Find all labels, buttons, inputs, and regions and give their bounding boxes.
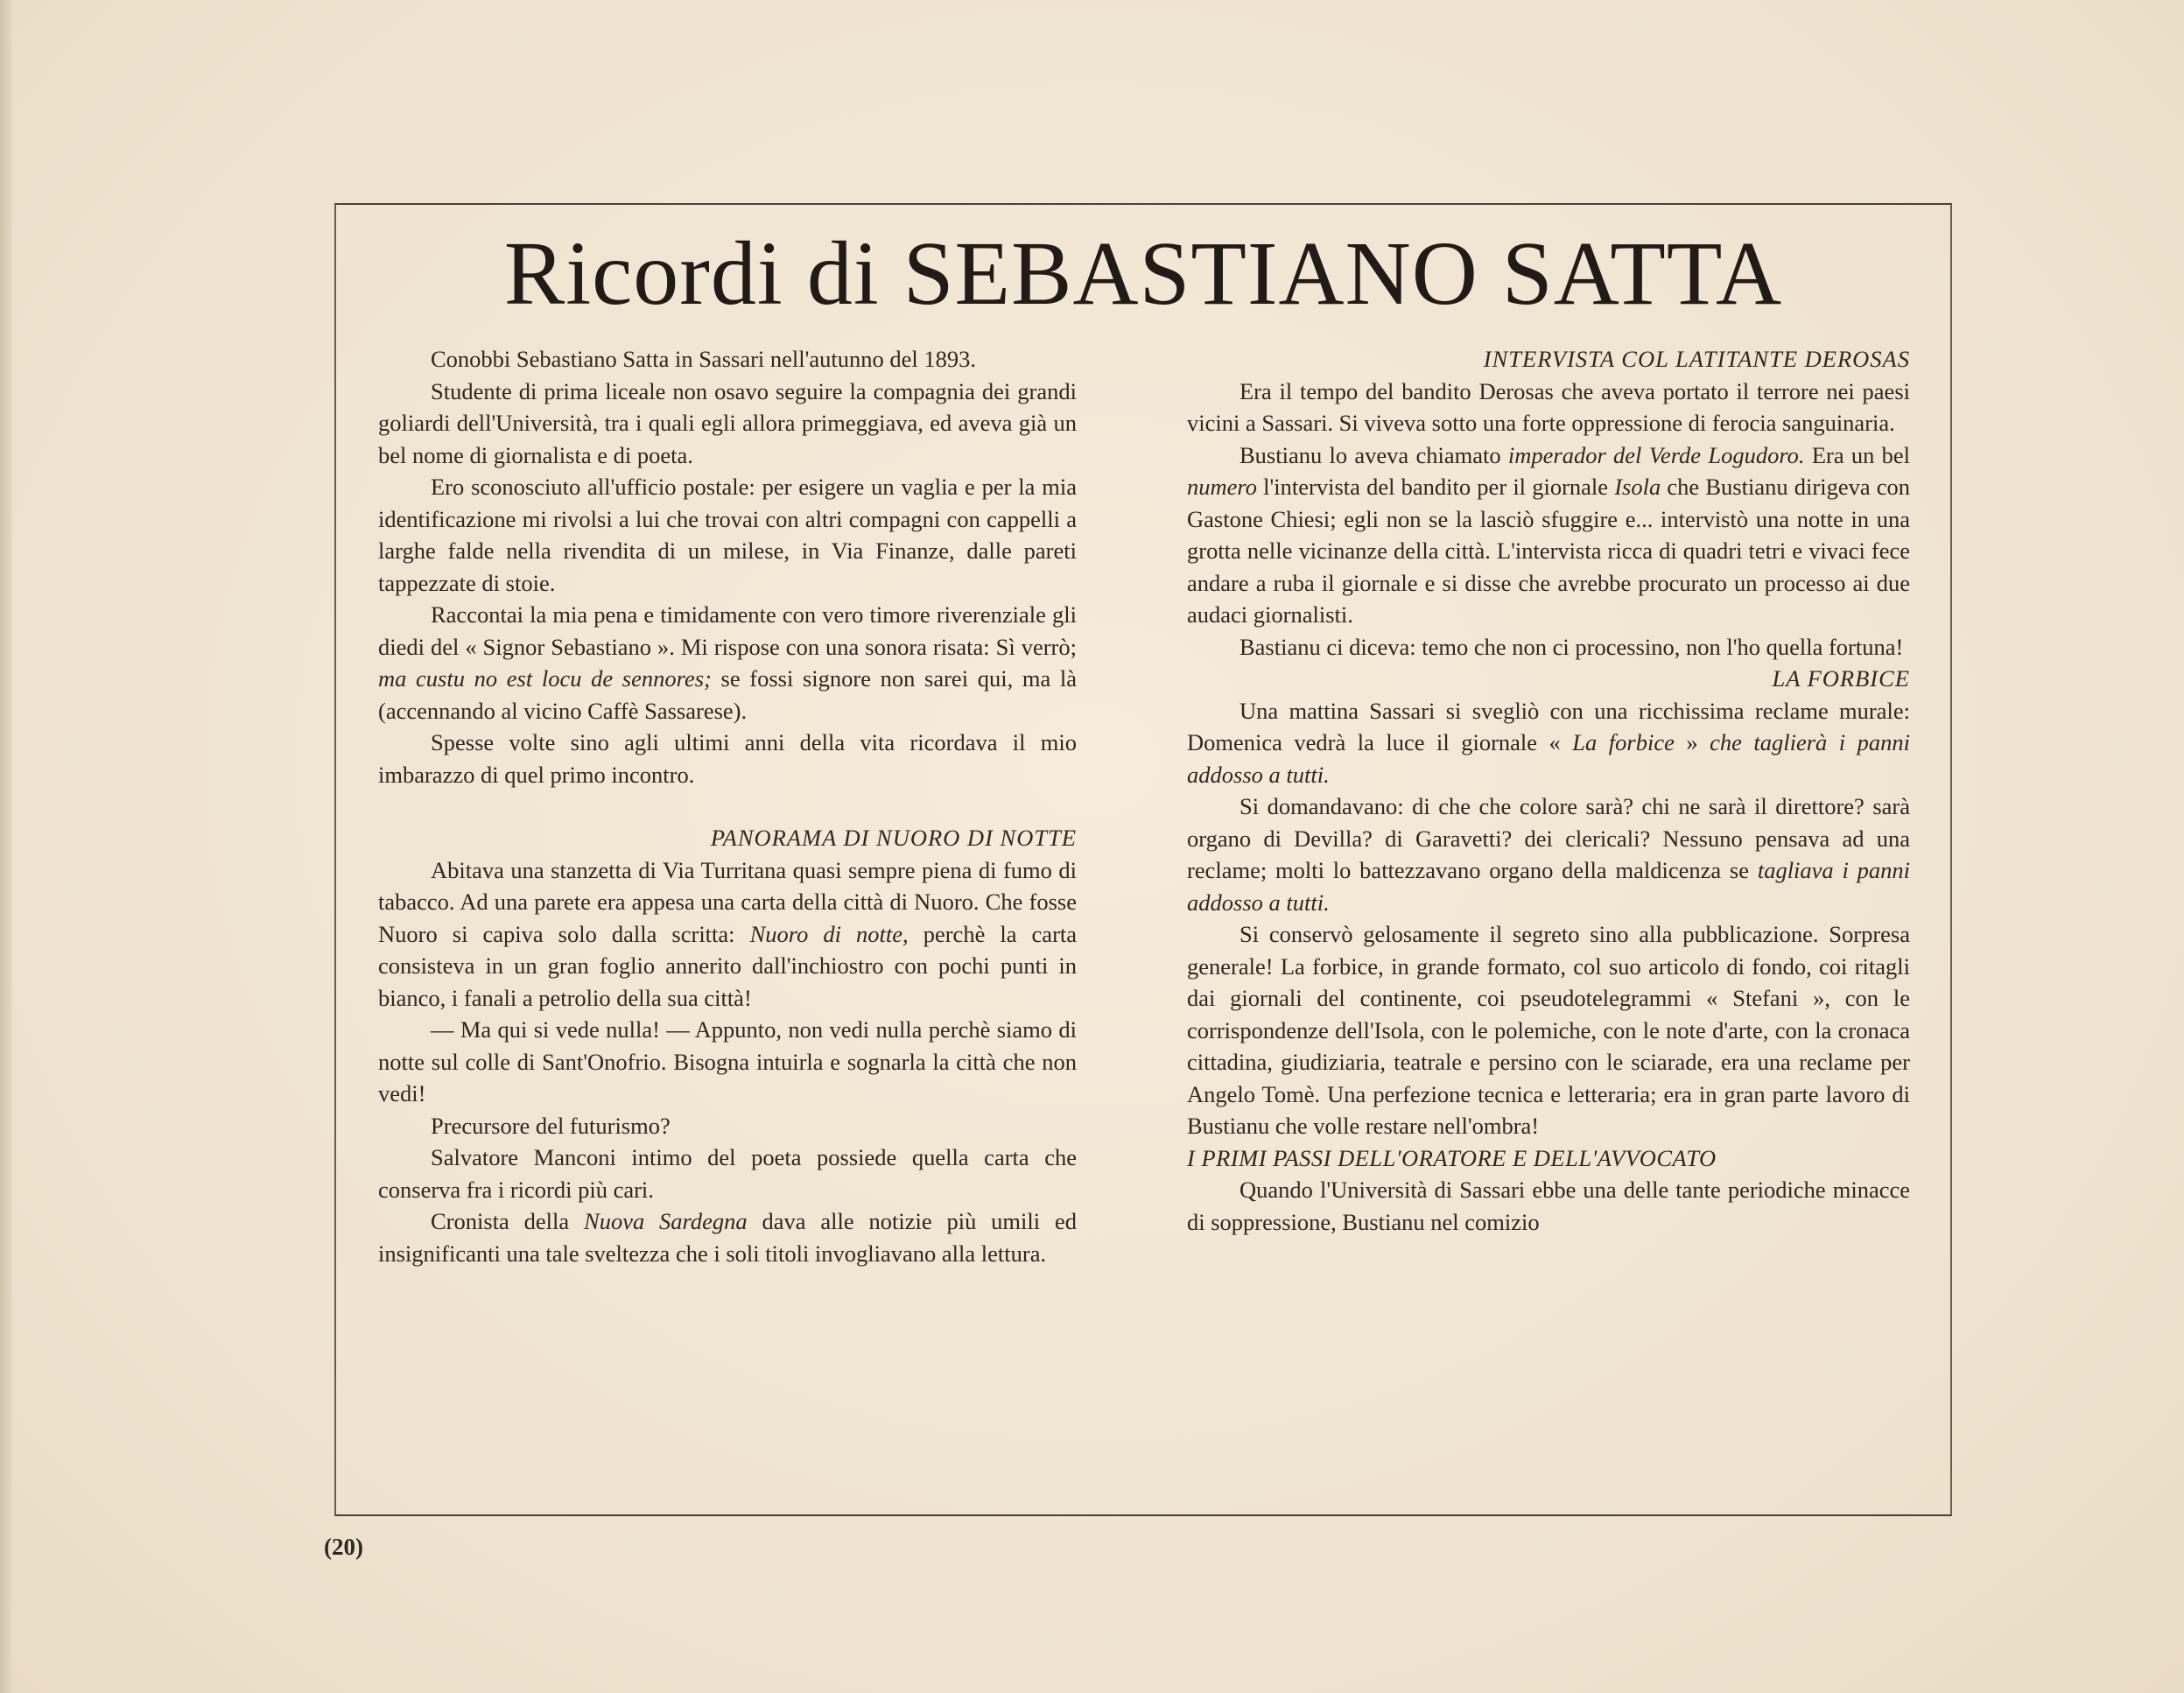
text-run: che Bustianu dirigeva con Gastone Chiesi; egli non se la lasciò sfuggire e... intervistò una notte in una grotta nelle vicinanze della città. L'intervista ricca di quadri tetri e vivaci fece andare a ruba il giornale e si disse che avrebbe procurato un processo ai due audaci giornalisti. [1187,474,1911,628]
paragraph [378,854,1077,1015]
italic-quote: ma custu no est locu de sennores; [378,665,712,692]
page-number: (20) [324,1534,363,1560]
text-run: Era un bel [1811,441,1911,468]
paragraph [1187,439,1910,631]
italic-newspaper: Isola [1614,474,1661,500]
spacer [378,790,1077,822]
paragraph [1187,790,1910,918]
italic-newspaper: La forbice [1572,729,1675,755]
paragraph [378,1205,1077,1269]
italic-title: Nuoro di notte, [749,920,909,947]
left-column [378,343,1077,1269]
text-run: Si domandavano: di che che colore sarà? chi ne sarà il direttore? sarà organo di Devilla? di Garavetti? dei clericali? Nessuno pensava ad una reclame; molti lo battezzavano organo della maldicenza se [1187,793,1910,883]
italic-word: numero [1187,474,1257,500]
section-heading: LA FORBICE [1772,665,1910,692]
section-heading: I PRIMI PASSI DELL'ORATORE E DELL'AVVOCATO [1187,1144,1717,1171]
paragraph: — Ma qui si vede nulla! — Appunto, non vedi nulla perchè siamo di notte sul colle di Sant'Onofrio. Bisogna intuirla e sognarla la città che non vedi! [378,1016,1077,1106]
section-heading: INTERVISTA COL LATITANTE DEROSAS [1483,346,1910,372]
italic-phrase: imperador del Verde Logudoro. [1507,441,1805,468]
paragraph: Quando l'Università di Sassari ebbe una delle tante periodiche minacce di soppressione, Bustianu nel comizio [1187,1177,1910,1235]
text-run: perchè la carta consisteva in un gran foglio annerito dall'inchiostro con pochi punti in bianco, i fanali a petrolio della sua città! [378,920,1078,1011]
text-run: Una mattina Sassari si svegliò con una ricchissima reclame murale: Domenica vedrà la luce il giornale « [1187,697,1910,755]
paragraph: Bastianu ci diceva: temo che non ci processino, non l'ho quella fortuna! [1239,633,1904,660]
paragraph: Conobbi Sebastiano Satta in Sassari nell'autunno del 1893. [431,346,977,372]
paragraph: Ero sconosciuto all'ufficio postale: per esigere un vaglia e per la mia identificazione mi rivolsi a lui che trovai con altri compagni con cappelli a larghe falde nella rivendita di un milese, in Via Finanze, dalle pareti tappezzate di stoie. [378,474,1077,596]
text-run: Bustianu lo aveva chiamato [1239,441,1501,468]
text-run: dava alle notizie più umili ed insignificanti una tale sveltezza che i soli titoli invogliavano alla lettura. [378,1208,1077,1267]
text-run: Cronista della [431,1208,570,1234]
text-run: se fossi signore non sarei qui, ma là (accennando al vicino Caffè Sassarese). [378,665,1078,724]
italic-phrase: tagliava i panni addosso a tutti. [1187,857,1911,916]
paragraph: Studente di prima liceale non osavo seguire la compagnia dei grandi goliardi dell'Università, tra i quali egli allora primeggiava, ed aveva già un bel nome di giornalista e di poeta. [378,377,1077,468]
section-heading: PANORAMA DI NUORO DI NOTTE [710,825,1077,851]
text-run: Abitava una stanzetta di Via Turritana quasi sempre piena di fumo di tabacco. Ad una parete era appesa una carta della città di Nuoro. Che fosse Nuoro si capiva solo dalla scritta: [378,856,1077,947]
italic-phrase: che taglierà i panni addosso a tutti. [1187,729,1910,788]
text-run: l'intervista del bandito per il giornale [1263,474,1609,500]
paragraph: Spesse volte sino agli ultimi anni della vita ricordava il mio imbarazzo di quel primo incontro. [378,729,1077,788]
paragraph: Si conservò gelosamente il segreto sino alla pubblicazione. Sorpresa generale! La forbice, in grande formato, col suo articolo di fondo, coi ritagli dai giornali del continente, coi pseudotelegrammi « Stefani », con le corrispondenze dell'Isola, con le polemiche, con le note d'arte, con la cronaca cittadina, giudiziaria, teatrale e persino con le sciarade, era una reclame per Angelo Tomè. Una perfezione tecnica e letteraria; era in gran parte lavoro di Bustianu che volle restare nell'ombra! [1187,921,1910,1139]
paragraph: Salvatore Manconi intimo del poeta possiede quella carta che conserva fra i ricordi più cari. [378,1144,1077,1203]
text-run: Raccontai la mia pena e timidamente con vero timore riverenziale gli diedi del « Signor Sebastiano ». Mi rispose con una sonora risata: Sì verrò; [378,601,1077,660]
text-run: » [1686,729,1698,755]
paragraph: Precursore del futurismo? [431,1112,671,1139]
article-title: Ricordi di SEBASTIANO SATTA [503,223,1783,324]
italic-newspaper: Nuova Sardegna [584,1208,748,1234]
right-column [1187,343,1910,1238]
page-binding-edge [0,0,12,1693]
paragraph [378,599,1077,727]
paragraph [1187,695,1910,791]
paragraph: Era il tempo del bandito Derosas che aveva portato il terrore nei paesi vicini a Sassari. Si viveva sotto una forte oppressione di ferocia sanguinaria. [1187,377,1910,436]
